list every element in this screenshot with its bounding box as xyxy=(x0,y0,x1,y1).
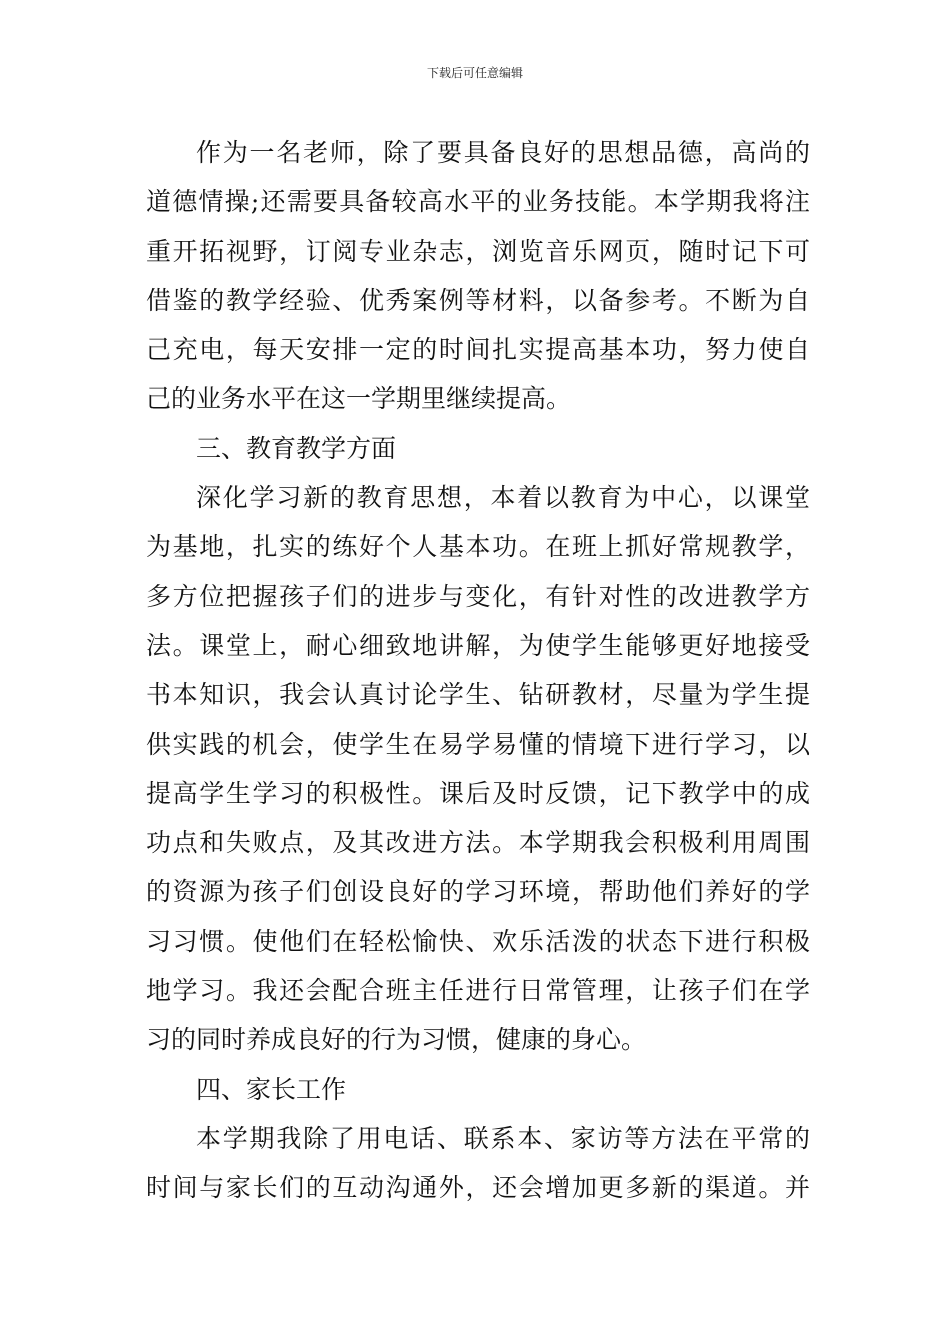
section-heading-four: 四、家长工作 xyxy=(196,1074,347,1104)
section-heading-three: 三、教育教学方面 xyxy=(196,433,397,463)
text-line-3: 重开拓视野，订阅专业杂志，浏览音乐网页，随时记下可 xyxy=(146,236,810,266)
text-line-17: 习习惯。使他们在轻松愉快、欢乐活泼的状态下进行积极 xyxy=(146,926,810,956)
text-line-2: 道德情操;还需要具备较高水平的业务技能。本学期我将注 xyxy=(146,187,810,217)
text-line-21: 本学期我除了用电话、联系本、家访等方法在平常的 xyxy=(196,1123,810,1153)
text-line-15: 功点和失败点，及其改进方法。本学期我会积极利用周围 xyxy=(146,828,810,858)
text-line-1: 作为一名老师，除了要具备良好的思想品德，高尚的 xyxy=(196,138,810,167)
text-line-10: 多方位把握孩子们的进步与变化，有针对性的改进教学方 xyxy=(146,581,810,611)
text-line-11: 法。课堂上，耐心细致地讲解，为使学生能够更好地接受 xyxy=(146,630,810,660)
text-line-4: 借鉴的教学经验、优秀案例等材料，以备参考。不断为自 xyxy=(146,285,810,315)
text-line-14: 提高学生学习的积极性。课后及时反馈，记下教学中的成 xyxy=(146,778,810,808)
text-line-8: 深化学习新的教育思想，本着以教育为中心，以课堂 xyxy=(196,483,810,513)
text-line-22: 时间与家长们的互动沟通外，还会增加更多新的渠道。并 xyxy=(146,1173,810,1203)
text-line-16: 的资源为孩子们创设良好的学习环境，帮助他们养好的学 xyxy=(146,877,810,907)
text-line-9: 为基地，扎实的练好个人基本功。在班上抓好常规教学， xyxy=(146,532,810,562)
document-body xyxy=(146,128,810,1213)
text-line-5: 己充电，每天安排一定的时间扎实提高基本功，努力使自 xyxy=(146,335,810,365)
text-line-12: 书本知识，我会认真讨论学生、钻研教材，尽量为学生提 xyxy=(146,680,810,710)
text-line-6: 己的业务水平在这一学期里继续提高。 xyxy=(146,384,572,414)
text-line-19: 习的同时养成良好的行为习惯，健康的身心。 xyxy=(146,1025,647,1055)
text-line-13: 供实践的机会，使学生在易学易懂的情境下进行学习，以 xyxy=(146,729,810,759)
page-header: 下载后可任意编辑 xyxy=(426,66,523,80)
text-line-18: 地学习。我还会配合班主任进行日常管理，让孩子们在学 xyxy=(146,976,810,1006)
